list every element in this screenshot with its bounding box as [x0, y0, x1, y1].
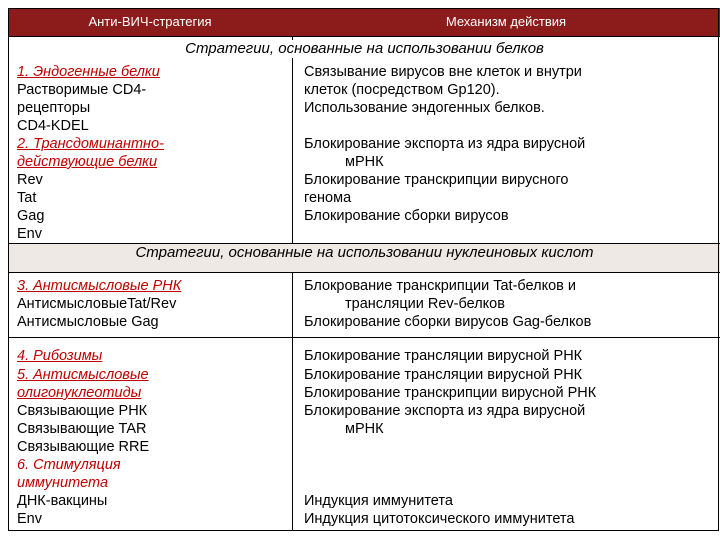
left-item: Связывающие РНК [17, 403, 148, 419]
left-item: Антисмысловые Gag [17, 314, 159, 330]
column-divider [292, 272, 293, 531]
mechanism-text: Индукция цитотоксического иммунитета [304, 511, 575, 527]
row-divider [8, 272, 720, 273]
category-immunity: иммунитета [17, 475, 109, 491]
section-proteins-title: Стратегии, основанные на использовании белков [185, 40, 544, 57]
left-item: Связывающие RRE [17, 439, 150, 455]
left-item: Env [17, 226, 42, 242]
left-item: АнтисмысловыеTat/Rev [17, 296, 177, 312]
mechanism-text: мРНК [345, 421, 384, 437]
mechanism-text: клеток (посредством Gp120). [304, 82, 500, 98]
category-endogenous-proteins: 1. Эндогенные белки [17, 64, 160, 80]
left-item: ДНК-вакцины [17, 493, 108, 509]
mechanism-text: Блокирование транскрипции вирусного [304, 172, 569, 188]
mechanism-text: мРНК [345, 154, 384, 170]
left-item: рецепторы [17, 100, 91, 116]
category-antisense-oligos: 5. Антисмысловые [17, 367, 149, 383]
left-item: Rev [17, 172, 43, 188]
category-antisense-rna: 3. Антисмысловые РНК [17, 278, 182, 294]
header-mechanism: Механизм действия [445, 14, 567, 29]
section-nucleic-acids-title: Стратегии, основанные на использовании нуклеиновых кислот [135, 244, 594, 261]
mechanism-text: Связывание вирусов вне клеток и внутри [304, 64, 582, 80]
mechanism-text: трансляции Rev-белков [345, 296, 505, 312]
mechanism-text: Блокирование сборки вирусов [304, 208, 509, 224]
mechanism-text: Блокирование экспорта из ядра вирусной [304, 403, 586, 419]
row-divider [8, 36, 720, 37]
category-ribozymes: 4. Рибозимы [17, 348, 103, 364]
category-antisense-oligos: олигонуклеотиды [17, 385, 142, 401]
mechanism-text: Использование эндогенных белков. [304, 100, 545, 116]
mechanism-text: Блокрование транскрипции Tat-белков и [304, 278, 576, 294]
mechanism-text: Блокирование сборки вирусов Gag-белков [304, 314, 592, 330]
left-item: Gag [17, 208, 45, 224]
left-item: CD4-KDEL [17, 118, 89, 134]
row-divider [8, 337, 720, 338]
left-item: Связывающие TAR [17, 421, 147, 437]
left-item: Растворимые CD4- [17, 82, 147, 98]
mechanism-text: Блокирование транскрипции вирусной РНК [304, 385, 597, 401]
mechanism-text: генома [304, 190, 352, 206]
left-item: Tat [17, 190, 37, 206]
mechanism-text: Блокирование экспорта из ядра вирусной [304, 136, 586, 152]
left-item: Env [17, 511, 42, 527]
category-immunity: 6. Стимуляция [17, 457, 121, 473]
header-strategy: Анти-ВИЧ-стратегия [88, 14, 212, 29]
category-transdominant: 2. Трансдоминантно- [17, 136, 164, 152]
category-transdominant: действующие белки [17, 154, 158, 170]
column-divider [292, 58, 293, 243]
mechanism-text: Блокирование трансляции вирусной РНК [304, 348, 583, 364]
mechanism-text: Индукция иммунитета [304, 493, 453, 509]
mechanism-text: Блокирование трансляции вирусной РНК [304, 367, 583, 383]
